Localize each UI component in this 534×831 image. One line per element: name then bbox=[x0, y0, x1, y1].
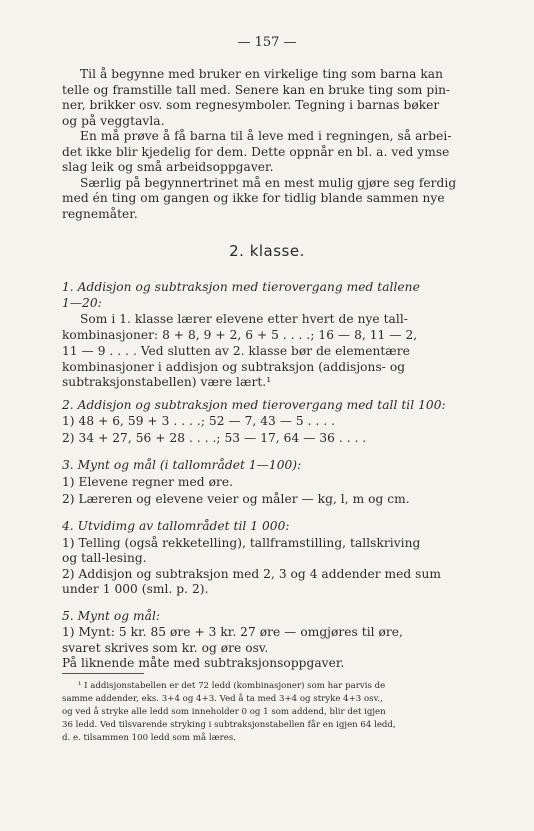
section-title: 2. Addisjon og subtraksjon med tierovergang med tall til 100: bbox=[62, 398, 446, 412]
section-heading: 2. klasse. bbox=[229, 242, 305, 260]
page-number: — 157 — bbox=[237, 35, 297, 50]
intro-line: Til å begynne med bruker en virkelige ting som barna kan bbox=[80, 67, 443, 81]
section-body-line: subtraksjonstabellen) være lært.¹ bbox=[62, 375, 272, 389]
section-body-line: 2) Læreren og elevene veier og måler — kg, l, m og cm. bbox=[62, 492, 410, 506]
section-title: 5. Mynt og mål: bbox=[62, 609, 161, 623]
section-body-line: svaret skrives som kr. og øre osv. bbox=[62, 641, 269, 655]
footnote-line: og ved å stryke alle ledd som inneholder 0 og 1 som addend, blir det igjen bbox=[62, 707, 386, 717]
section-body-line: kombinasjoner i addisjon og subtraksjon (addisjons- og bbox=[62, 360, 406, 374]
section-title: 1—20: bbox=[62, 296, 102, 310]
footnote-line: 36 ledd. Ved tilsvarende stryking i subtraksjonstabellen får en igjen 64 ledd, bbox=[62, 720, 396, 730]
intro-line: med én ting om gangen og ikke for tidlig blande sammen nye bbox=[62, 191, 445, 205]
footnote-line: ¹ I addisjonstabellen er det 72 ledd (kombinasjoner) som har parvis de bbox=[78, 681, 386, 691]
section-body-line: 1) Mynt: 5 kr. 85 øre + 3 kr. 27 øre — omgjøres til øre, bbox=[62, 625, 403, 639]
intro-line: telle og framstille tall med. Senere kan en bruke ting som pin- bbox=[62, 83, 451, 97]
section-body-line: På liknende måte med subtraksjonsoppgaver. bbox=[62, 656, 345, 670]
intro-line: En må prøve å få barna til å leve med i regningen, så arbei- bbox=[80, 129, 452, 143]
section-body-line: og tall-lesing. bbox=[62, 551, 147, 565]
footnote-line: d. e. tilsammen 100 ledd som må læres. bbox=[62, 733, 236, 743]
section-body-line: Som i 1. klasse lærer elevene etter hvert de nye tall- bbox=[80, 312, 408, 326]
section-title: 1. Addisjon og subtraksjon med tierovergang med tallene bbox=[62, 280, 420, 294]
section-body-line: 1) Telling (også rekketelling), tallframstilling, tallskriving bbox=[62, 536, 421, 550]
section-body-line: 1) Elevene regner med øre. bbox=[62, 475, 234, 489]
intro-line: det ikke blir kjedelig for dem. Dette oppnår en bl. a. ved ymse bbox=[62, 145, 450, 159]
section-body-line: 11 — 9 . . . . Ved slutten av 2. klasse bør de elementære bbox=[62, 344, 410, 358]
section-body-line: 2) 34 + 27, 56 + 28 . . . .; 53 — 17, 64 — 36 . . . . bbox=[62, 431, 367, 445]
intro-line: regnemåter. bbox=[62, 207, 138, 221]
section-body-line: 1) 48 + 6, 59 + 3 . . . .; 52 — 7, 43 — 5 . . . . bbox=[62, 414, 336, 428]
intro-line: ner, brikker osv. som regnesymboler. Tegning i barnas bøker bbox=[62, 98, 440, 112]
section-body-line: 2) Addisjon og subtraksjon med 2, 3 og 4 addender med sum bbox=[62, 567, 441, 581]
section-title: 3. Mynt og mål (i tallområdet 1—100): bbox=[62, 458, 302, 472]
intro-line: Særlig på begynnertrinet må en mest mulig gjøre seg ferdig bbox=[80, 176, 457, 190]
intro-line: og på veggtavla. bbox=[62, 114, 165, 128]
section-body-line: under 1 000 (sml. p. 2). bbox=[62, 582, 209, 596]
section-title: 4. Utvidimg av tallområdet til 1 000: bbox=[62, 519, 290, 533]
intro-line: slag leik og små arbeidsoppgaver. bbox=[62, 160, 274, 174]
footnote-line: samme addender, eks. 3+4 og 4+3. Ved å ta med 3+4 og stryke 4+3 osv., bbox=[62, 694, 383, 704]
section-body-line: kombinasjoner: 8 + 8, 9 + 2, 6 + 5 . . . .; 16 — 8, 11 — 2, bbox=[62, 328, 418, 342]
footnote-divider bbox=[62, 673, 144, 674]
